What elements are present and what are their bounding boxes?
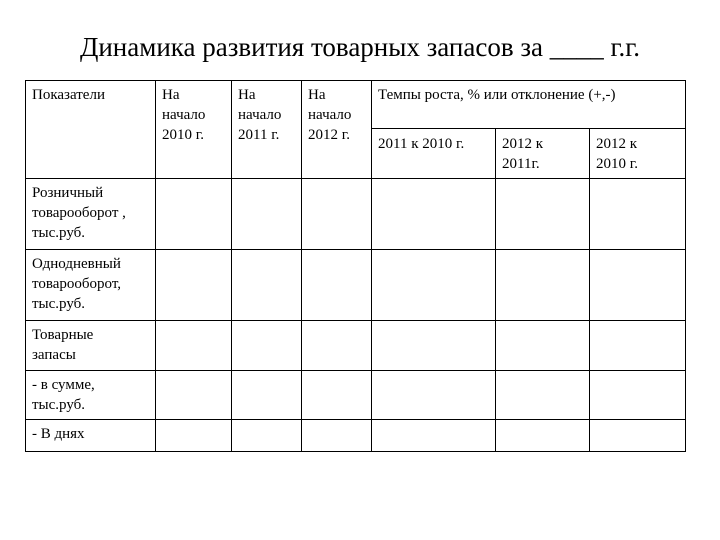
- row-daily-turnover: [26, 250, 686, 321]
- cell-sum-2011-vs-2010: [372, 371, 496, 420]
- cell-sum-2011: [232, 371, 302, 420]
- cell-stock-2012: [302, 321, 372, 371]
- stock-line2: запасы: [32, 347, 76, 363]
- cell-daily-2012: [302, 250, 372, 321]
- cell-retail-2010: [156, 179, 232, 250]
- cell-stock-2011: [232, 321, 302, 371]
- inventory-dynamics-table: [25, 80, 686, 452]
- header-cell-2011-vs-2010: [372, 129, 496, 179]
- header-2012-vs-2010-line2: 2010 г.: [596, 156, 638, 172]
- header-2011-line2: начало: [238, 107, 282, 123]
- header-cell-2012-vs-2011: [496, 129, 590, 179]
- row-inventory: [26, 321, 686, 371]
- header-2012-vs-2011-line2: 2011г.: [502, 156, 540, 172]
- sum-line1: - в сумме,: [32, 377, 95, 393]
- stock-line1: Товарные: [32, 327, 94, 343]
- daily-line3: тыс.руб.: [32, 296, 86, 312]
- daily-line1: Однодневный: [32, 256, 121, 272]
- cell-stock-2010: [156, 321, 232, 371]
- cell-sum-2012-vs-2010: [590, 371, 686, 420]
- header-2011-line1: На: [238, 87, 256, 103]
- cell-days-2012-vs-2011: [496, 420, 590, 452]
- header-2012-line3: 2012 г.: [308, 127, 350, 143]
- daily-line2: товарооборот,: [32, 276, 122, 292]
- cell-stock-2011-vs-2010: [372, 321, 496, 371]
- header-2010-line3: 2010 г.: [162, 127, 204, 143]
- row-inventory-sum: [26, 371, 686, 420]
- page-title: Динамика развития товарных запасов за ____ г.г.: [79, 32, 641, 62]
- cell-days-2011: [232, 420, 302, 452]
- header-2011-line3: 2011 г.: [238, 127, 280, 143]
- header-2012-vs-2010-line1: 2012 к: [596, 136, 638, 152]
- retail-line1: Розничный: [32, 185, 104, 201]
- header-cell-2012-vs-2010: [590, 129, 686, 179]
- cell-days-2012: [302, 420, 372, 452]
- cell-daily-2011: [232, 250, 302, 321]
- header-growth-text: Темпы роста, % или отклонение (+,-): [378, 87, 616, 103]
- cell-retail-2012: [302, 179, 372, 250]
- cell-retail-2011: [232, 179, 302, 250]
- header-cell-2011: [232, 81, 302, 179]
- cell-stock-2012-vs-2010: [590, 321, 686, 371]
- cell-retail-2011-vs-2010: [372, 179, 496, 250]
- days-text: - В днях: [32, 426, 85, 442]
- header-2010-line1: На: [162, 87, 180, 103]
- header-row-1: [26, 81, 686, 129]
- header-indicators-text: Показатели: [32, 87, 105, 103]
- cell-sum-2010: [156, 371, 232, 420]
- retail-line3: тыс.руб.: [32, 225, 86, 241]
- retail-line2: товарооборот ,: [32, 205, 126, 221]
- header-2010-line2: начало: [162, 107, 206, 123]
- cell-retail-2012-vs-2011: [496, 179, 590, 250]
- row-label-inventory: [26, 321, 156, 371]
- cell-stock-2012-vs-2011: [496, 321, 590, 371]
- cell-days-2012-vs-2010: [590, 420, 686, 452]
- header-2012-vs-2011-line1: 2012 к: [502, 136, 544, 152]
- cell-daily-2012-vs-2011: [496, 250, 590, 321]
- header-cell-2010: [156, 81, 232, 179]
- cell-sum-2012-vs-2011: [496, 371, 590, 420]
- cell-daily-2011-vs-2010: [372, 250, 496, 321]
- header-cell-growth: [372, 81, 686, 129]
- row-label-inventory-days: [26, 420, 156, 452]
- row-label-inventory-sum: [26, 371, 156, 420]
- header-2011-vs-2010-text: 2011 к 2010 г.: [378, 136, 465, 152]
- header-2012-line2: начало: [308, 107, 352, 123]
- header-cell-2012: [302, 81, 372, 179]
- cell-retail-2012-vs-2010: [590, 179, 686, 250]
- cell-daily-2012-vs-2010: [590, 250, 686, 321]
- cell-days-2011-vs-2010: [372, 420, 496, 452]
- cell-daily-2010: [156, 250, 232, 321]
- row-retail-turnover: [26, 179, 686, 250]
- cell-days-2010: [156, 420, 232, 452]
- row-label-retail-turnover: [26, 179, 156, 250]
- sum-line2: тыс.руб.: [32, 397, 86, 413]
- row-label-daily-turnover: [26, 250, 156, 321]
- header-cell-indicators: [26, 81, 156, 179]
- cell-sum-2012: [302, 371, 372, 420]
- row-inventory-days: [26, 420, 686, 452]
- header-2012-line1: На: [308, 87, 326, 103]
